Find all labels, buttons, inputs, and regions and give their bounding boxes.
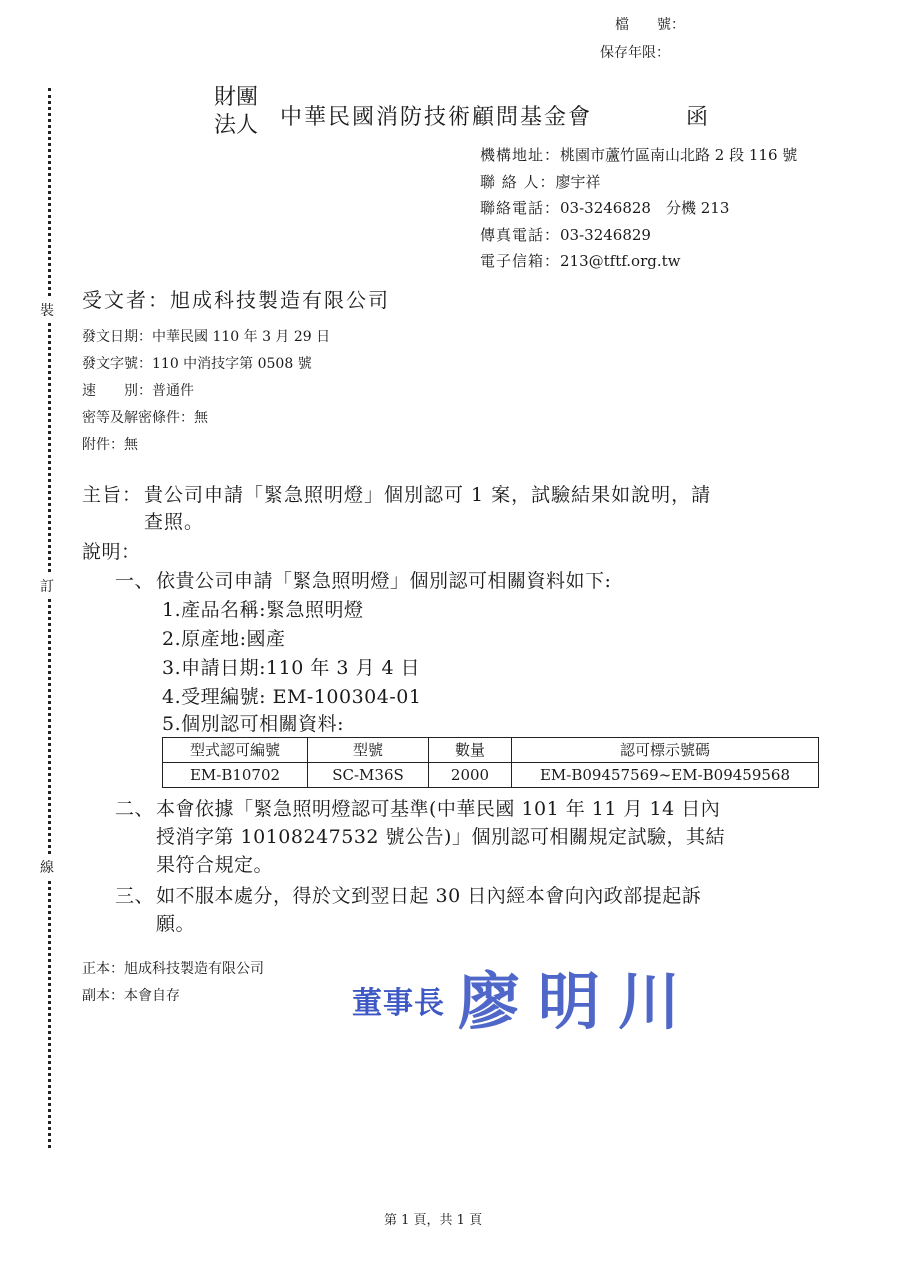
meta-date: 發文日期：中華民國 110 年 3 月 29 日 (82, 329, 331, 345)
table-cell: SC-M36S (308, 763, 429, 788)
recipient (82, 284, 390, 313)
meta-secrecy: 密等及解密條件：無 (82, 410, 208, 426)
item2-line3: 果符合規定。 (156, 854, 274, 876)
org-name: 中華民國消防技術顧問基金會 (280, 105, 593, 130)
stamp-name: 廖明川 (458, 965, 699, 1038)
approval-detail-table (162, 737, 819, 788)
distribution-original: 正本：旭成科技製造有限公司 (82, 961, 264, 977)
item1-sub-3: 3.申請日期:110 年 3 月 4 日 (162, 657, 421, 679)
table-header-cell: 認可標示號碼 (512, 738, 819, 763)
item2-marker: 二、 (115, 798, 155, 820)
item3-marker: 三、 (115, 885, 155, 907)
org-prefix-line1: 財團 (214, 85, 259, 110)
subject-line2: 查照。 (144, 511, 205, 533)
page-number: 第 1 頁，共 1 頁 (384, 1213, 483, 1228)
margin-mark-staple: 訂 (40, 574, 54, 598)
contact-phone: 聯絡電話：03-3246828 分機 213 (480, 199, 730, 217)
meta-speed: 速 別：普通件 (82, 383, 194, 399)
subject-line1: 貴公司申請「緊急照明燈」個別認可 1 案，試驗結果如說明，請 (144, 484, 712, 506)
table-cell: 2000 (429, 763, 512, 788)
recipient-label: 受文者： (82, 288, 170, 312)
chairman-signature-stamp (352, 952, 712, 1042)
item3-line1: 如不服本處分，得於文到翌日起 30 日內經本會向內政部提起訴 (156, 885, 702, 907)
meta-doc-no: 發文字號：110 中消技字第 0508 號 (82, 356, 312, 372)
table-header-row (163, 738, 819, 763)
explanation-label: 說明： (82, 541, 141, 563)
contact-fax: 傳真電話：03-3246829 (480, 225, 651, 244)
item1-sub-4: 4.受理編號: EM-100304-01 (162, 686, 422, 708)
contact-block (480, 142, 797, 275)
item2-line2: 授消字第 10108247532 號公告)」個別認可相關規定試驗，其結 (156, 826, 725, 848)
item1-sub-5: 5.個別認可相關資料: (162, 713, 345, 735)
table-cell: EM-B09457569~EM-B09459568 (512, 763, 819, 788)
contact-address: 機構地址：桃園市蘆竹區南山北路 2 段 116 號 (480, 146, 798, 164)
contact-person: 聯 絡 人：廖宇祥 (480, 172, 601, 191)
item1-sub-1: 1.產品名稱:緊急照明燈 (162, 599, 364, 621)
item3-line2: 願。 (156, 913, 196, 935)
stamp-title: 董事長 (352, 986, 445, 1021)
item2-line1: 本會依據「緊急照明燈認可基準(中華民國 101 年 11 月 14 日內 (156, 798, 721, 820)
item1-sub-2: 2.原產地:國產 (162, 628, 286, 650)
file-number-label: 檔 號： (615, 17, 685, 33)
distribution-copy: 副本：本會自存 (82, 988, 180, 1004)
item1-marker: 一、 (115, 570, 155, 592)
margin-mark-line: 線 (40, 855, 54, 879)
doc-type: 函 (686, 105, 711, 130)
meta-block (82, 324, 330, 459)
table-header-cell: 數量 (429, 738, 512, 763)
table-row (163, 763, 819, 788)
item1-text: 依貴公司申請「緊急照明燈」個別認可相關資料如下: (156, 570, 612, 592)
table-cell: EM-B10702 (163, 763, 308, 788)
table-header-cell: 型式認可編號 (163, 738, 308, 763)
recipient-value: 旭成科技製造有限公司 (170, 288, 390, 312)
meta-attachment: 附件：無 (82, 437, 138, 453)
distribution-block (82, 956, 264, 1010)
binding-margin-line (48, 88, 51, 1148)
subject-label: 主旨： (82, 484, 143, 506)
retention-period-label: 保存年限： (600, 45, 670, 61)
org-prefix-line2: 法人 (214, 113, 259, 138)
contact-email: 電子信箱：213@tftf.org.tw (480, 252, 681, 270)
margin-mark-bind: 裝 (40, 298, 54, 322)
table-header-cell: 型號 (308, 738, 429, 763)
